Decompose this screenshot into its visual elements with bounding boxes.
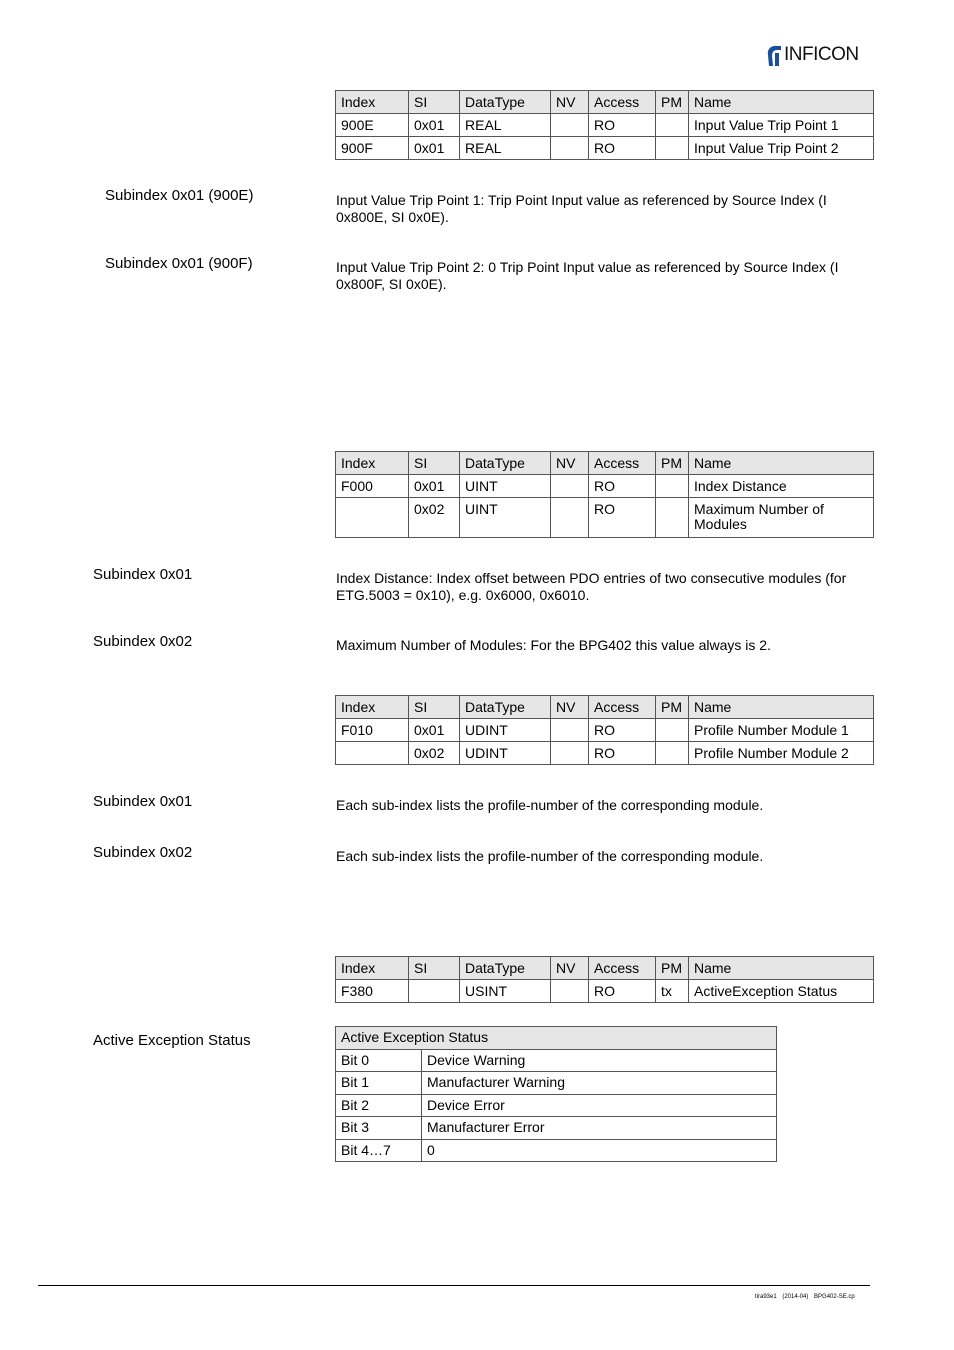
- exception-status-table: [335, 1026, 777, 1162]
- object-table-f010: [335, 695, 874, 765]
- header-index: Index: [336, 696, 409, 719]
- cell-pm: [656, 475, 689, 498]
- header-pm: PM: [656, 452, 689, 475]
- cell-index: [336, 498, 409, 538]
- cell-si: 0x02: [409, 742, 460, 765]
- table-header-row: [336, 696, 874, 719]
- header-nv: NV: [551, 91, 589, 114]
- cell-nv: [551, 742, 589, 765]
- header-pm: PM: [656, 696, 689, 719]
- cell-pm: [656, 137, 689, 160]
- cell-access: RO: [589, 719, 656, 742]
- brand-name: INFICON: [784, 44, 859, 65]
- object-table-f000: [335, 451, 874, 538]
- header-access: Access: [589, 452, 656, 475]
- cell-access: RO: [589, 475, 656, 498]
- section-description: Each sub-index lists the profile-number of the corresponding module.: [336, 797, 764, 813]
- cell-name: Input Value Trip Point 1: [689, 114, 874, 137]
- header-nv: NV: [551, 957, 589, 980]
- table-header-row: [336, 957, 874, 980]
- header-access: Access: [589, 91, 656, 114]
- header-si: SI: [409, 696, 460, 719]
- table-header-row: [336, 91, 874, 114]
- object-table-900e: [335, 90, 874, 160]
- cell-index: [336, 742, 409, 765]
- inficon-logo-icon: [766, 45, 782, 67]
- cell-meaning: Device Warning: [422, 1049, 777, 1072]
- cell-datatype: UDINT: [460, 719, 551, 742]
- table-row: [336, 1094, 777, 1117]
- header-name: Name: [689, 91, 874, 114]
- cell-nv: [551, 114, 589, 137]
- section-label: Subindex 0x01: [93, 793, 193, 810]
- header-nv: NV: [551, 696, 589, 719]
- header-index: Index: [336, 452, 409, 475]
- header-si: SI: [409, 957, 460, 980]
- cell-datatype: REAL: [460, 137, 551, 160]
- header-datatype: DataType: [460, 696, 551, 719]
- cell-access: RO: [589, 498, 656, 538]
- cell-nv: [551, 498, 589, 538]
- cell-nv: [551, 137, 589, 160]
- cell-index: 900F: [336, 137, 409, 160]
- section-description: Input Value Trip Point 2: 0 Trip Point Input value as referenced by Source Index (I 0x800F, SI 0x0E).: [336, 259, 839, 292]
- header-si: SI: [409, 452, 460, 475]
- cell-name: Maximum Number of Modules: [689, 498, 874, 538]
- header-index: Index: [336, 957, 409, 980]
- header-datatype: DataType: [460, 91, 551, 114]
- cell-datatype: UINT: [460, 475, 551, 498]
- cell-si: [409, 980, 460, 1003]
- cell-access: RO: [589, 980, 656, 1003]
- cell-access: RO: [589, 114, 656, 137]
- header-datatype: DataType: [460, 957, 551, 980]
- header-si: SI: [409, 91, 460, 114]
- cell-meaning: 0: [422, 1139, 777, 1162]
- section-description: Each sub-index lists the profile-number of the corresponding module.: [336, 848, 764, 864]
- cell-si: 0x01: [409, 137, 460, 160]
- section-label: Active Exception Status: [93, 1032, 251, 1049]
- section-label: Subindex 0x01: [93, 566, 193, 583]
- cell-pm: [656, 114, 689, 137]
- header-pm: PM: [656, 91, 689, 114]
- cell-index: F010: [336, 719, 409, 742]
- header-datatype: DataType: [460, 452, 551, 475]
- table-row: [336, 475, 874, 498]
- header-name: Name: [689, 957, 874, 980]
- object-table-f380: [335, 956, 874, 1003]
- table-row: [336, 1072, 777, 1095]
- cell-bit: Bit 2: [336, 1094, 422, 1117]
- table-header-row: [336, 1027, 777, 1050]
- cell-bit: Bit 1: [336, 1072, 422, 1095]
- cell-access: RO: [589, 742, 656, 765]
- cell-si: 0x01: [409, 114, 460, 137]
- section-description: Input Value Trip Point 1: Trip Point Input value as referenced by Source Index (I 0x800E, SI 0x0E).: [336, 192, 827, 225]
- cell-index: F380: [336, 980, 409, 1003]
- table-header-row: [336, 452, 874, 475]
- cell-datatype: USINT: [460, 980, 551, 1003]
- table-row: [336, 1117, 777, 1140]
- table-row: [336, 1139, 777, 1162]
- section-label: Subindex 0x02: [93, 844, 193, 861]
- cell-nv: [551, 980, 589, 1003]
- cell-bit: Bit 3: [336, 1117, 422, 1140]
- table-row: [336, 719, 874, 742]
- cell-index: F000: [336, 475, 409, 498]
- cell-pm: [656, 742, 689, 765]
- section-label: Subindex 0x02: [93, 633, 193, 650]
- cell-name: Input Value Trip Point 2: [689, 137, 874, 160]
- cell-name: Index Distance: [689, 475, 874, 498]
- table-row: [336, 498, 874, 538]
- footer-divider: [38, 1285, 870, 1286]
- header-nv: NV: [551, 452, 589, 475]
- section-description: Index Distance: Index offset between PDO entries of two consecutive modules (for ETG.5003 = 0x10), e.g. 0x6000, 0x6010.: [336, 570, 847, 603]
- cell-name: Profile Number Module 2: [689, 742, 874, 765]
- header-index: Index: [336, 91, 409, 114]
- cell-si: 0x01: [409, 719, 460, 742]
- exception-table-title: Active Exception Status: [336, 1027, 777, 1050]
- cell-datatype: REAL: [460, 114, 551, 137]
- cell-meaning: Manufacturer Warning: [422, 1072, 777, 1095]
- footer-document-id: tira93e1 (2014-04) BPG402-SE.cp: [755, 1294, 855, 1300]
- cell-pm: [656, 498, 689, 538]
- header-access: Access: [589, 957, 656, 980]
- cell-access: RO: [589, 137, 656, 160]
- cell-datatype: UINT: [460, 498, 551, 538]
- cell-nv: [551, 475, 589, 498]
- header-pm: PM: [656, 957, 689, 980]
- cell-si: 0x02: [409, 498, 460, 538]
- section-label: Subindex 0x01 (900E): [105, 187, 254, 204]
- table-row: [336, 114, 874, 137]
- table-row: [336, 1049, 777, 1072]
- table-row: [336, 742, 874, 765]
- section-description: Maximum Number of Modules: For the BPG402 this value always is 2.: [336, 637, 771, 653]
- inficon-logo: [766, 43, 870, 69]
- section-label: Subindex 0x01 (900F): [105, 255, 253, 272]
- header-name: Name: [689, 452, 874, 475]
- cell-nv: [551, 719, 589, 742]
- cell-meaning: Manufacturer Error: [422, 1117, 777, 1140]
- cell-pm: tx: [656, 980, 689, 1003]
- cell-name: Profile Number Module 1: [689, 719, 874, 742]
- table-row: [336, 980, 874, 1003]
- cell-name: ActiveException Status: [689, 980, 874, 1003]
- cell-index: 900E: [336, 114, 409, 137]
- cell-si: 0x01: [409, 475, 460, 498]
- header-name: Name: [689, 696, 874, 719]
- cell-datatype: UDINT: [460, 742, 551, 765]
- header-access: Access: [589, 696, 656, 719]
- table-row: [336, 137, 874, 160]
- cell-bit: Bit 4…7: [336, 1139, 422, 1162]
- cell-bit: Bit 0: [336, 1049, 422, 1072]
- cell-meaning: Device Error: [422, 1094, 777, 1117]
- cell-pm: [656, 719, 689, 742]
